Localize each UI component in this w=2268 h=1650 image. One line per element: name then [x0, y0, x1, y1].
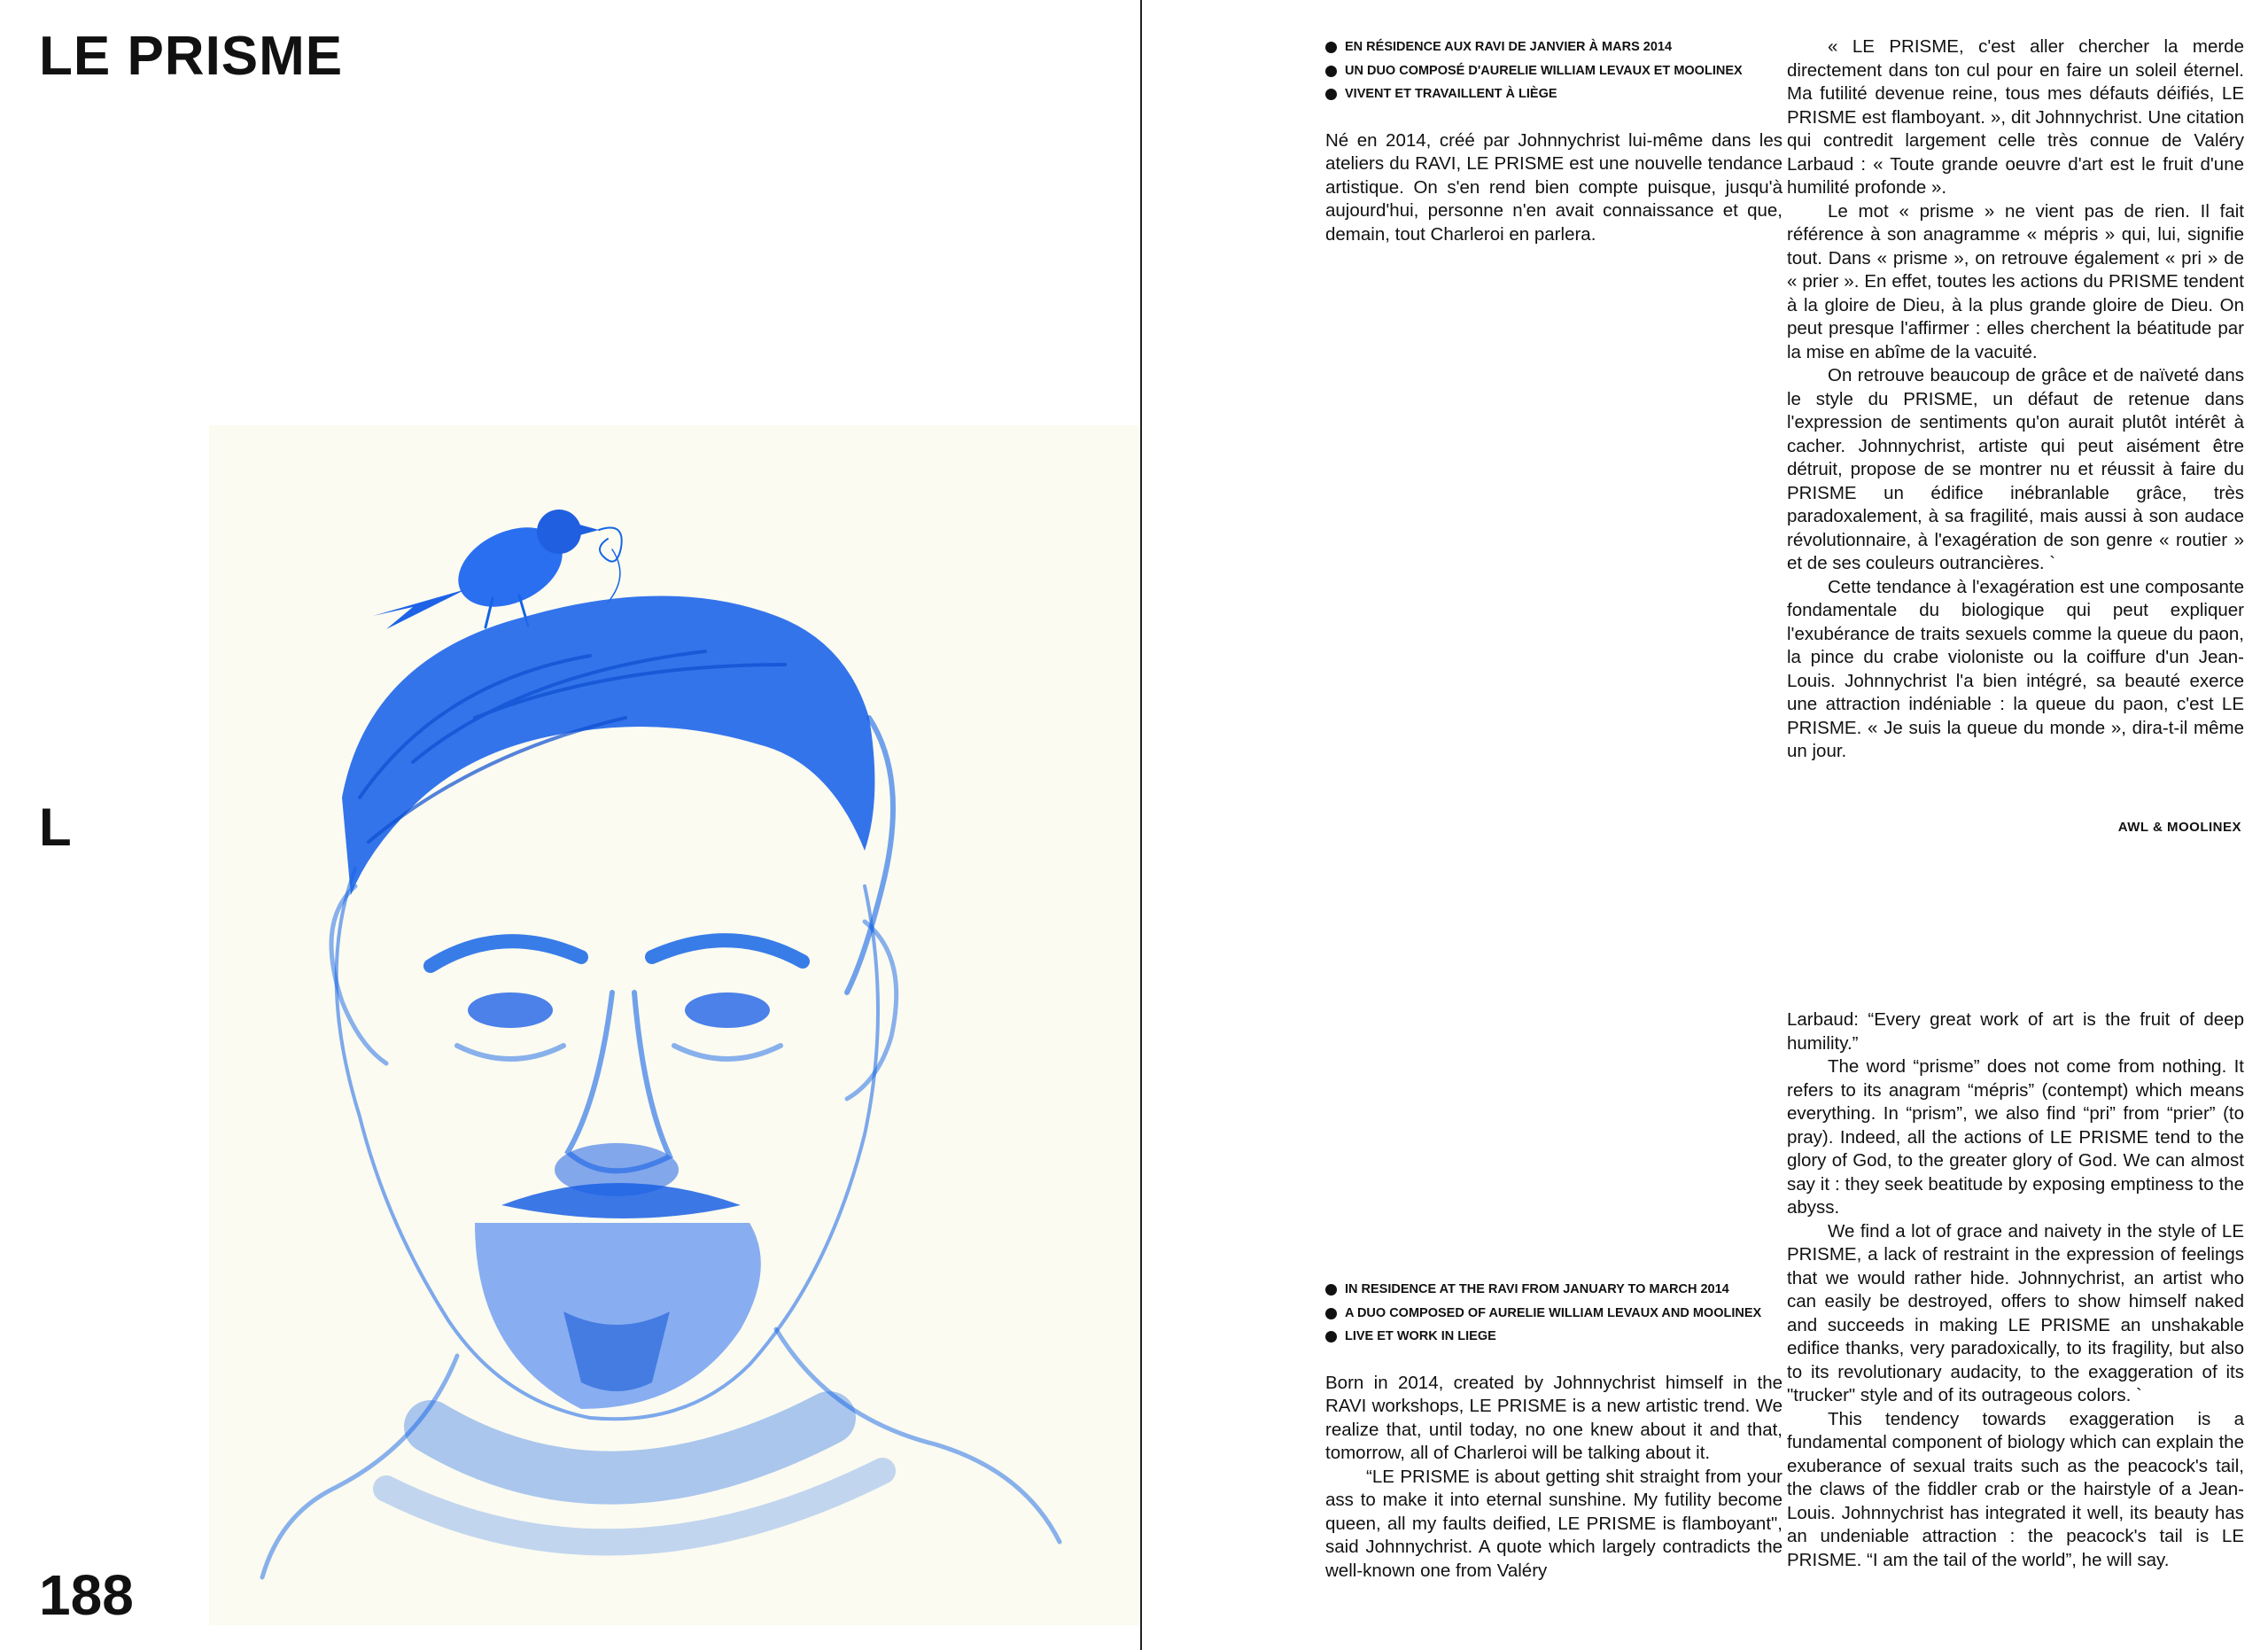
bullet-dot-icon	[1325, 42, 1337, 53]
section-letter: L	[39, 798, 72, 857]
french-info-list	[1325, 35, 1783, 106]
english-info-list	[1325, 1278, 1783, 1349]
english-intro-paragraph: Born in 2014, created by Johnnychrist himself in the RAVI workshops, LE PRISME is a new artistic trend. We realize that, until today, no one knew about it and that, tomorrow, all of Charleroi will be talking about it.	[1325, 1372, 1783, 1463]
list-item: IN RESIDENCE AT THE RAVI FROM JANUARY TO MARCH 2014	[1325, 1278, 1783, 1302]
list-item: UN DUO COMPOSÉ D'AURELIE WILLIAM LEVAUX ET MOOLINEX	[1325, 59, 1783, 83]
body-paragraph: Larbaud: “Every great work of art is the fruit of deep humility.”	[1787, 1009, 2244, 1054]
french-intro-paragraph: Né en 2014, créé par Johnnychrist lui-même dans les ateliers du RAVI, LE PRISME est une nouvelle tendance artistique. On s'en rend bien compte puisque, jusqu'à aujourd'hui, personne n'en avait connaissance et que, demain, tout Charleroi en parlera.	[1325, 129, 1783, 245]
bullet-dot-icon	[1325, 1284, 1337, 1296]
bullet-dot-icon	[1325, 66, 1337, 77]
english-quote-paragraph: “LE PRISME is about getting shit straight from your ass to make it into eternal sunshine. My futility become queen, all my faults deified, LE PRISME is flamboyant", said Johnnychrist. A quote which largely contradicts the well-known one from Valéry	[1325, 1466, 1783, 1581]
page-number: 188	[39, 1563, 134, 1627]
bullet-dot-icon	[1325, 1331, 1337, 1343]
portrait-illustration	[209, 425, 1140, 1625]
body-paragraph: « LE PRISME, c'est aller chercher la merde directement dans ton cul pour en faire un soleil éternel. Ma futilité devenue reine, tous mes défauts déifiés, LE PRISME est flamboyant. », dit Johnnychrist. Une citation qui contredit largement celle très connue de Valéry Larbaud : « Toute grande oeuvre d'art est le fruit d'une humilité profonde ».	[1787, 36, 2244, 198]
list-item: EN RÉSIDENCE AUX RAVI DE JANVIER À MARS 2014	[1325, 35, 1783, 59]
bullet-dot-icon	[1325, 89, 1337, 100]
body-paragraph: This tendency towards exaggeration is a fundamental component of biology which can explain the exuberance of sexual traits such as the peacock's tail, the claws of the fiddler crab or the hairstyle of a Jean-Louis. Johnnychrist has integrated it well, its beauty has an undeniable attraction : the peacock's tail is LE PRISME. “I am the tail of the world”, he will say.	[1787, 1408, 2244, 1570]
author-credit: AWL & MOOLINEX	[2117, 820, 2241, 835]
body-paragraph: On retrouve beaucoup de grâce et de naïveté dans le style du PRISME, un défaut de retenue dans l'expression de sentiments qu'on aurait plutôt intérêt à cacher. Johnnychrist, artiste qui peut aisément être détruit, propose de se montrer nu et réussit à faire du PRISME un édifice inébranlable grâce, très paradoxalement, à sa fragilité, mais aussi à son audace révolutionnaire, à l'exagération de son genre « routier » et de ses couleurs outrancières. `	[1787, 365, 2244, 573]
french-intro-column	[1325, 35, 1783, 246]
list-item: A DUO COMPOSED OF AURELIE WILLIAM LEVAUX AND MOOLINEX	[1325, 1302, 1783, 1326]
list-item: VIVENT ET TRAVAILLENT À LIÈGE	[1325, 82, 1783, 106]
french-body-column	[1787, 35, 2244, 764]
page-title: LE PRISME	[39, 26, 344, 87]
body-paragraph: The word “prisme” does not come from nothing. It refers to its anagram “mépris” (contempt) which means everything. In “prism”, we also find “pri” from “prier” (to pray). Indeed, all the actions of LE PRISME tend to the glory of God, to the greater glory of God. We can almost say it : they seek beatitude by exposing emptiness to the abyss.	[1787, 1056, 2244, 1218]
body-paragraph: Cette tendance à l'exagération est une composante fondamentale du biologique qui peut expliquer l'exubérance de traits sexuels comme la queue du paon, la pince du crabe violoniste ou la coiffure d'un Jean-Louis. Johnnychrist l'a bien intégré, sa beauté exerce une attraction indéniable : la queue du paon, c'est LE PRISME. « Je suis la queue du monde », dira-t-il même un jour.	[1787, 576, 2244, 761]
bullet-dot-icon	[1325, 1308, 1337, 1319]
list-item: LIVE ET WORK IN LIEGE	[1325, 1325, 1783, 1349]
english-body-column	[1787, 1008, 2244, 1572]
right-page	[1142, 0, 2268, 1650]
english-intro-column	[1325, 1278, 1783, 1583]
body-paragraph: Le mot « prisme » ne vient pas de rien. Il fait référence à son anagramme « mépris » qui, lui, signifie tout. Dans « prisme », on retrouve également « pri » de « prier ». En effet, toutes les actions du PRISME tendent à la gloire de Dieu, à la plus grande gloire de Dieu. On peut presque l'affirmer : elles cherchent la béatitude par la mise en abîme de la vacuité.	[1787, 200, 2244, 362]
body-paragraph: We find a lot of grace and naivety in the style of LE PRISME, a lack of restraint in the expression of feelings that we would rather hide. Johnnychrist, an artist who can easily be destroyed, offers to show himself naked and succeeds in making LE PRISME an unshakable edifice thanks, very paradoxically, to its fragility, but also to its revolutionary audacity, to the exaggeration of its "trucker" style and of its outrageous colors. `	[1787, 1220, 2244, 1405]
portrait-drawing	[209, 425, 1140, 1625]
